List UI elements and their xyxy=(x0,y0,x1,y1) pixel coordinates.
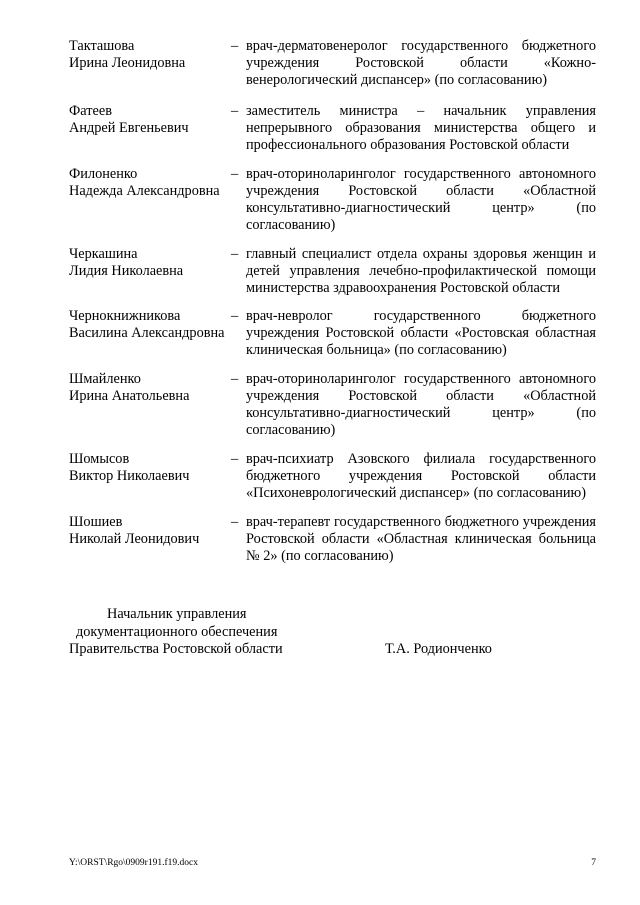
list-item xyxy=(69,246,596,297)
member-name xyxy=(69,38,231,89)
signer-title-line-2: документационного обеспечения xyxy=(76,623,278,640)
member-name xyxy=(69,166,231,234)
member-position: врач-психиатр Азовского филиала государственного бюджетного учреждения Ростовской области «Психоневрологический диспансер» (по согласованию) xyxy=(246,451,596,501)
surname: Шомысов xyxy=(69,451,130,467)
member-name xyxy=(69,308,231,359)
member-position: врач-невролог государственного бюджетного учреждения Ростовской области «Ростовская областная клиническая больница» (по согласованию) xyxy=(246,308,596,358)
page-footer xyxy=(69,858,596,868)
surname: Черкашина xyxy=(69,246,138,262)
surname: Чернокнижникова xyxy=(69,308,181,324)
given-name: Лидия Николаевна xyxy=(69,263,184,279)
list-item xyxy=(69,166,596,234)
signer-title-line-1: Начальник управления xyxy=(107,606,247,622)
member-position: врач-терапевт государственного бюджетного учреждения Ростовской области «Областная клиническая больница № 2» (по согласованию) xyxy=(246,514,596,564)
members-list xyxy=(69,38,596,565)
member-name xyxy=(69,246,231,297)
member-name xyxy=(69,371,231,439)
given-name: Василина Александровна xyxy=(69,325,225,341)
member-position: главный специалист отдела охраны здоровья женщин и детей управления лечебно-профилактической помощи министерства здравоохранения Ростовской области xyxy=(246,246,596,296)
dash: – xyxy=(231,451,239,467)
surname: Фатеев xyxy=(69,103,112,119)
given-name: Виктор Николаевич xyxy=(69,468,190,484)
member-name xyxy=(69,451,231,502)
list-item xyxy=(69,103,596,154)
signer-row xyxy=(69,641,509,659)
signer-name: Т.А. Родионченко xyxy=(385,641,492,657)
list-item xyxy=(69,308,596,359)
member-position: врач-дерматовенеролог государственного бюджетного учреждения Ростовской области «Кожно-венерологический диспансер» (по согласованию) xyxy=(246,38,596,88)
given-name: Андрей Евгеньевич xyxy=(69,120,189,136)
signer-title-line-3: Правительства Ростовской области xyxy=(69,641,283,657)
member-position: врач-оториноларинголог государственного автономного учреждения Ростовской области «Областной консультативно-диагностический центр» (по согласованию) xyxy=(246,166,596,233)
page-number: 7 xyxy=(591,858,596,868)
given-name: Николай Леонидович xyxy=(69,531,200,547)
dash: – xyxy=(231,371,239,387)
member-position: врач-оториноларинголог государственного автономного учреждения Ростовской области «Областной консультативно-диагностический центр» (по согласованию) xyxy=(246,371,596,438)
list-item xyxy=(69,38,596,89)
dash: – xyxy=(231,38,239,54)
signature-block xyxy=(69,606,509,659)
member-name xyxy=(69,103,231,154)
dash: – xyxy=(231,166,239,182)
surname: Филоненко xyxy=(69,166,138,182)
dash: – xyxy=(231,103,239,119)
list-item xyxy=(69,451,596,502)
dash: – xyxy=(231,514,239,530)
given-name: Надежда Александровна xyxy=(69,183,220,199)
list-item xyxy=(69,371,596,439)
surname: Шмайленко xyxy=(69,371,141,387)
member-position: заместитель министра – начальник управления непрерывного образования министерства общего и профессионального образования Ростовской области xyxy=(246,103,596,153)
given-name: Ирина Леонидовна xyxy=(69,55,186,71)
member-name xyxy=(69,514,231,565)
given-name: Ирина Анатольевна xyxy=(69,388,190,404)
dash: – xyxy=(231,246,239,262)
surname: Шошиев xyxy=(69,514,123,530)
surname: Такташова xyxy=(69,38,135,54)
dash: – xyxy=(231,308,239,324)
file-path: Y:\ORST\Rgo\0909r191.f19.docx xyxy=(69,858,198,868)
list-item xyxy=(69,514,596,565)
